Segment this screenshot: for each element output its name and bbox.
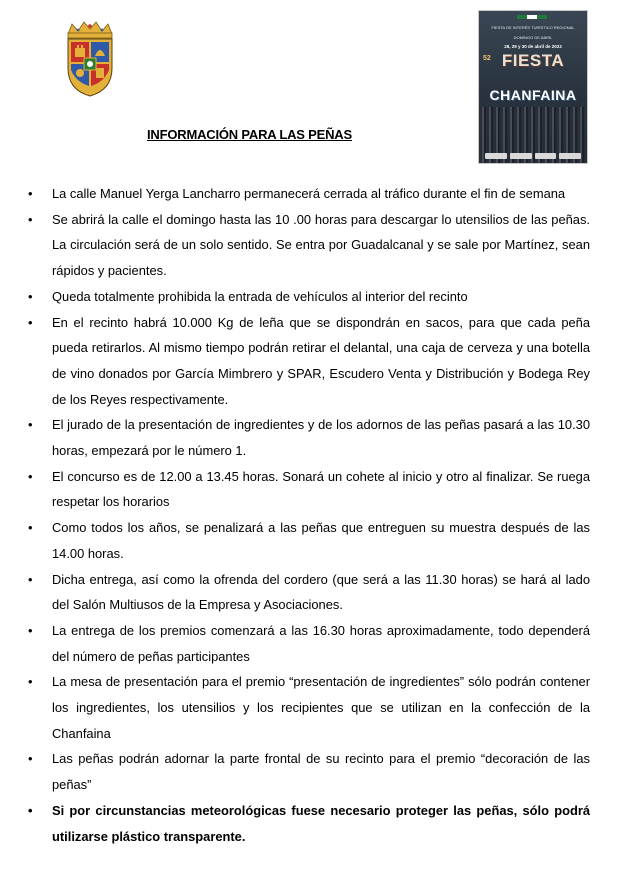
bullet-icon: • xyxy=(28,468,33,484)
bullet-icon: • xyxy=(28,520,33,536)
bullet-icon: • xyxy=(28,674,33,690)
document-title: INFORMACIÓN PARA LAS PEÑAS xyxy=(147,127,352,142)
poster-title-top: FIESTA xyxy=(501,51,565,70)
bullet-icon: • xyxy=(28,314,33,330)
list-item-text: Se abrirá la calle el domingo hasta las 10 .00 horas para descargar lo utensilios de las peñas. La circulación será de un solo sentido. Se entra por Guadalcanal y se sale por Martínez, sean rápidos y pacientes. xyxy=(52,211,590,279)
list-item-text: Como todos los años, se penalizará a las peñas que entreguen su muestra después de las 14.00 horas. xyxy=(52,520,590,561)
list-item xyxy=(28,181,590,207)
list-item-text: El jurado de la presentación de ingredientes y de los adornos de las peñas pasará a las 10.30 horas, empezará por le número 1. xyxy=(52,417,590,459)
list-item xyxy=(28,746,590,797)
list-item xyxy=(28,798,590,849)
list-item-text: El concurso es de 12.00 a 13.45 horas. Sonará un cohete al inicio y otro al finalizar. Se ruega respetar los horarios xyxy=(52,468,590,510)
flag-stripe xyxy=(517,15,527,19)
list-item-text: Queda totalmente prohibida la entrada de vehículos al interior del recinto xyxy=(52,288,468,304)
sponsor-logo xyxy=(485,153,507,159)
bullet-icon: • xyxy=(28,802,33,818)
poster-title-bottom: CHANFAINA xyxy=(489,87,577,103)
bullet-icon: • xyxy=(28,211,33,227)
bullet-icon: • xyxy=(28,622,33,638)
list-item-text: La mesa de presentación para el premio “presentación de ingredientes” sólo podrán contener los ingredientes, los utensilios y los recipientes que se utilizan en la confección de la Chanfaina xyxy=(52,674,590,741)
fiesta-poster-image xyxy=(478,10,588,164)
sponsor-logo xyxy=(535,153,557,159)
poster-sponsor-logos xyxy=(485,153,581,159)
list-item-text: En el recinto habrá 10.000 Kg de leña que se dispondrán en sacos, para que cada peña pueda retirarlos. Al mismo tiempo podrán retirar el delantal, una caja de cerveza y una botella de vino donados por García Mimbrero y SPAR, Escudero Venta y Distribución y Bodega Rey de los Reyes respectivamente. xyxy=(52,314,590,407)
bullet-icon: • xyxy=(28,417,33,433)
information-list xyxy=(28,181,590,849)
bullet-icon: • xyxy=(28,751,33,767)
list-item-text: Si por circunstancias meteorológicas fuese necesario proteger las peñas, sólo podrá utilizarse plástico transparente. xyxy=(52,802,590,844)
sponsor-logo xyxy=(559,153,581,159)
list-item xyxy=(28,310,590,413)
list-item xyxy=(28,669,590,746)
list-item-text: La calle Manuel Yerga Lancharro permanecerá cerrada al tráfico durante el fin de semana xyxy=(52,186,566,201)
list-item xyxy=(28,412,590,463)
list-item xyxy=(28,618,590,669)
poster-number: 52 xyxy=(483,55,491,62)
bullet-icon: • xyxy=(28,288,33,304)
poster-flag xyxy=(517,15,547,19)
sponsor-logo xyxy=(510,153,532,159)
flag-stripe xyxy=(527,15,537,19)
bullet-icon: • xyxy=(28,186,33,201)
list-item-text: Dicha entrega, así como la ofrenda del cordero (que será a las 11.30 horas) se hará al lado del Salón Multiusos de la Empresa y Asociaciones. xyxy=(52,571,590,613)
bullet-icon: • xyxy=(28,571,33,587)
poster-dates: 28, 29 y 30 de abril de 2023 xyxy=(504,44,562,49)
list-item xyxy=(28,515,590,566)
list-item-text: Las peñas podrán adornar la parte frontal de su recinto para el premio “decoración de las peñas” xyxy=(52,751,590,793)
list-item-text: La entrega de los premios comenzará a las 16.30 horas aproximadamente, todo dependerá del número de peñas participantes xyxy=(52,622,590,664)
coat-of-arms-logo xyxy=(60,20,120,98)
list-item xyxy=(28,567,590,618)
list-item xyxy=(28,207,590,284)
list-item xyxy=(28,284,590,310)
list-item xyxy=(28,464,590,515)
flag-stripe xyxy=(537,15,547,19)
poster-line1: FIESTA DE INTERÉS TURÍSTICO REGIONAL xyxy=(491,25,575,30)
poster-line2: DOMINGO DE ABRIL xyxy=(513,35,553,40)
